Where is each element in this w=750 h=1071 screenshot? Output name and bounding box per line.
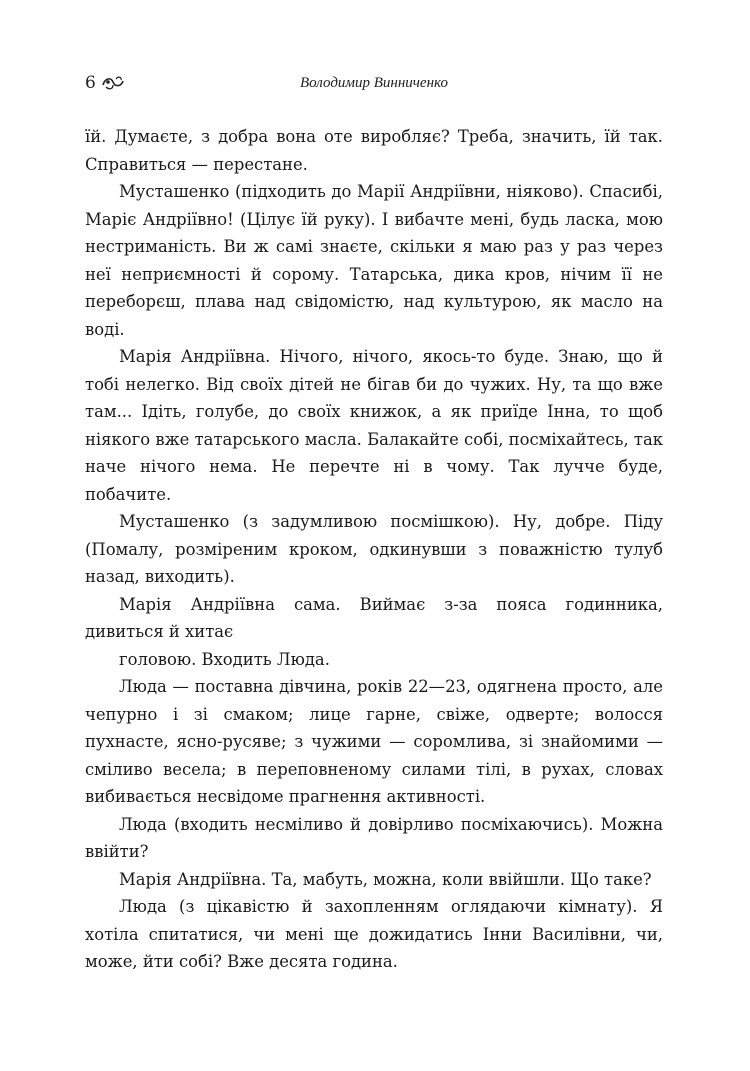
- paragraph: Марія Андріївна. Нічого, нічого, якось-то буде. Знаю, що й тобі нелегко. Від своїх дітей не бігав би до чужих. Ну, та що вже там... Ідіть, голубе, до своїх книжок, а як приїде Інна, то щоб ніякого вже татарського масла. Балакайте собі, посміхайтесь, так наче нічого нема. Не перечте ні в чому. Так лучче буде, побачите.: [85, 347, 663, 504]
- page-number: 6: [85, 73, 96, 93]
- page-header: [85, 70, 663, 96]
- paragraph: Люда — поставна дівчина, років 22—23, одягнена просто, але чепурно і зі смаком; лице гарне, свіже, одверте; волосся пухнасте, ясно-русяве; з чужими — соромлива, зі знайомими — сміливо весела; в переповненому силами тілі, в рухах, словах вибивається несвідоме прагнення активності.: [85, 677, 663, 806]
- running-title: Володимир Винниченко: [300, 75, 448, 91]
- paragraph: Люда (входить несміливо й довірливо посміхаючись). Можна ввійти?: [85, 814, 663, 861]
- paragraph: головою. Входить Люда.: [119, 649, 330, 669]
- page-body: [85, 123, 663, 976]
- paragraph: їй. Думаєте, з добра вона оте виробляє? Треба, значить, їй так. Справиться — перестане.: [85, 127, 663, 174]
- paragraph: Мусташенко (з задумливою посмішкою). Ну, добре. Піду (Помалу, розміреним кроком, одкинувши з поважністю тулуб назад, виходить).: [85, 512, 663, 586]
- paragraph: Люда (з цікавістю й захопленням оглядаючи кімнату). Я хотіла спитатися, чи мені ще дожидатись Інни Василівни, чи, може, йти собі? Вже десята година.: [85, 897, 663, 971]
- paragraph: Марія Андріївна сама. Виймає з-за пояса годинника, дивиться й хитає: [85, 594, 663, 641]
- paragraph: Марія Андріївна. Та, мабуть, можна, коли ввійшли. Що таке?: [119, 869, 652, 889]
- paragraph: Мусташенко (підходить до Марії Андріївни, ніяково). Спасибі, Маріє Андріївно! (Цілує їй руку). І вибачте мені, будь ласка, мою нестриманість. Ви ж самі знаєте, скільки я маю раз у раз через неї неприємності й сорому. Татарська, дика кров, нічим її не переборєш, плава над свідомістю, над культурою, як масло на воді.: [85, 182, 663, 339]
